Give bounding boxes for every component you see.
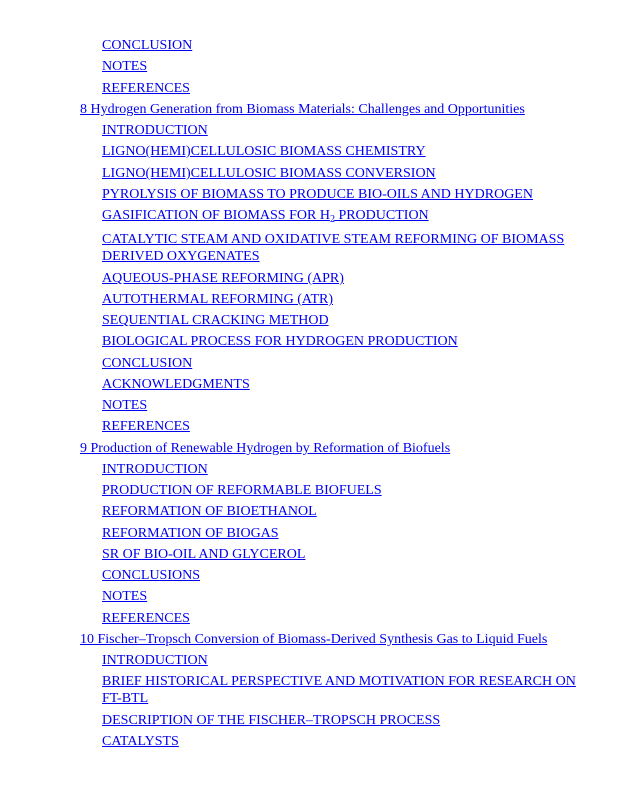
gasification-text-end: PRODUCTION — [334, 208, 429, 223]
toc-chapter-10[interactable]: 10 Fischer–Tropsch Conversion of Biomass-Derived Synthesis Gas to Liquid Fuels — [80, 632, 548, 647]
toc-link-references[interactable]: REFERENCES — [102, 419, 190, 434]
toc-link-notes[interactable]: NOTES — [102, 398, 148, 413]
toc-link-notes[interactable]: NOTES — [102, 589, 148, 604]
toc-link-apr[interactable]: AQUEOUS-PHASE REFORMING (APR) — [102, 271, 344, 286]
toc-link-conclusion[interactable]: CONCLUSION — [102, 356, 193, 371]
toc-chapter-9[interactable]: 9 Production of Renewable Hydrogen by Reformation of Biofuels — [80, 441, 451, 456]
toc-link-historical-perspective[interactable]: BRIEF HISTORICAL PERSPECTIVE AND MOTIVATION FOR RESEARCH ON FT-BTL — [102, 674, 576, 706]
toc-link-conclusion[interactable]: CONCLUSION — [102, 38, 193, 53]
subscript-2: 2 — [329, 214, 335, 225]
toc-link-bio-oil-glycerol[interactable]: SR OF BIO-OIL AND GLYCEROL — [102, 547, 306, 562]
toc-link-gasification[interactable] — [102, 207, 592, 224]
toc-link-fischer-tropsch-process[interactable]: DESCRIPTION OF THE FISCHER–TROPSCH PROCESS — [102, 713, 441, 728]
toc-link-atr[interactable]: AUTOTHERMAL REFORMING (ATR) — [102, 292, 333, 307]
toc-link-catalysts[interactable]: CATALYSTS — [102, 734, 179, 749]
toc-link-introduction[interactable]: INTRODUCTION — [102, 653, 208, 668]
toc-link-introduction[interactable]: INTRODUCTION — [102, 123, 208, 138]
toc-link-introduction[interactable]: INTRODUCTION — [102, 462, 208, 477]
toc-link-biological[interactable]: BIOLOGICAL PROCESS FOR HYDROGEN PRODUCTION — [102, 334, 458, 349]
toc-link-cracking[interactable]: SEQUENTIAL CRACKING METHOD — [102, 313, 329, 328]
toc-link-steam-reforming[interactable]: CATALYTIC STEAM AND OXIDATIVE STEAM REFORMING OF BIOMASS DERIVED OXYGENATES — [102, 232, 565, 264]
toc-link-acknowledgments[interactable]: ACKNOWLEDGMENTS — [102, 377, 250, 392]
gasification-text: GASIFICATION OF BIOMASS FOR H — [102, 208, 330, 223]
toc-link-biogas[interactable]: REFORMATION OF BIOGAS — [102, 526, 279, 541]
toc-link-pyrolysis[interactable]: PYROLYSIS OF BIOMASS TO PRODUCE BIO-OILS AND HYDROGEN — [102, 187, 533, 202]
toc-link-conclusions[interactable]: CONCLUSIONS — [102, 568, 201, 583]
toc-link-notes[interactable]: NOTES — [102, 59, 148, 74]
toc-link-reformable-biofuels[interactable]: PRODUCTION OF REFORMABLE BIOFUELS — [102, 483, 382, 498]
toc-link-references[interactable]: REFERENCES — [102, 81, 190, 96]
toc-link-biomass-chemistry[interactable]: LIGNO(HEMI)CELLULOSIC BIOMASS CHEMISTRY — [102, 144, 426, 159]
toc-chapter-8[interactable]: 8 Hydrogen Generation from Biomass Materials: Challenges and Opportunities — [80, 102, 525, 117]
toc-link-bioethanol[interactable]: REFORMATION OF BIOETHANOL — [102, 504, 317, 519]
toc-link-biomass-conversion[interactable]: LIGNO(HEMI)CELLULOSIC BIOMASS CONVERSION — [102, 166, 436, 181]
toc-link-references[interactable]: REFERENCES — [102, 611, 190, 626]
